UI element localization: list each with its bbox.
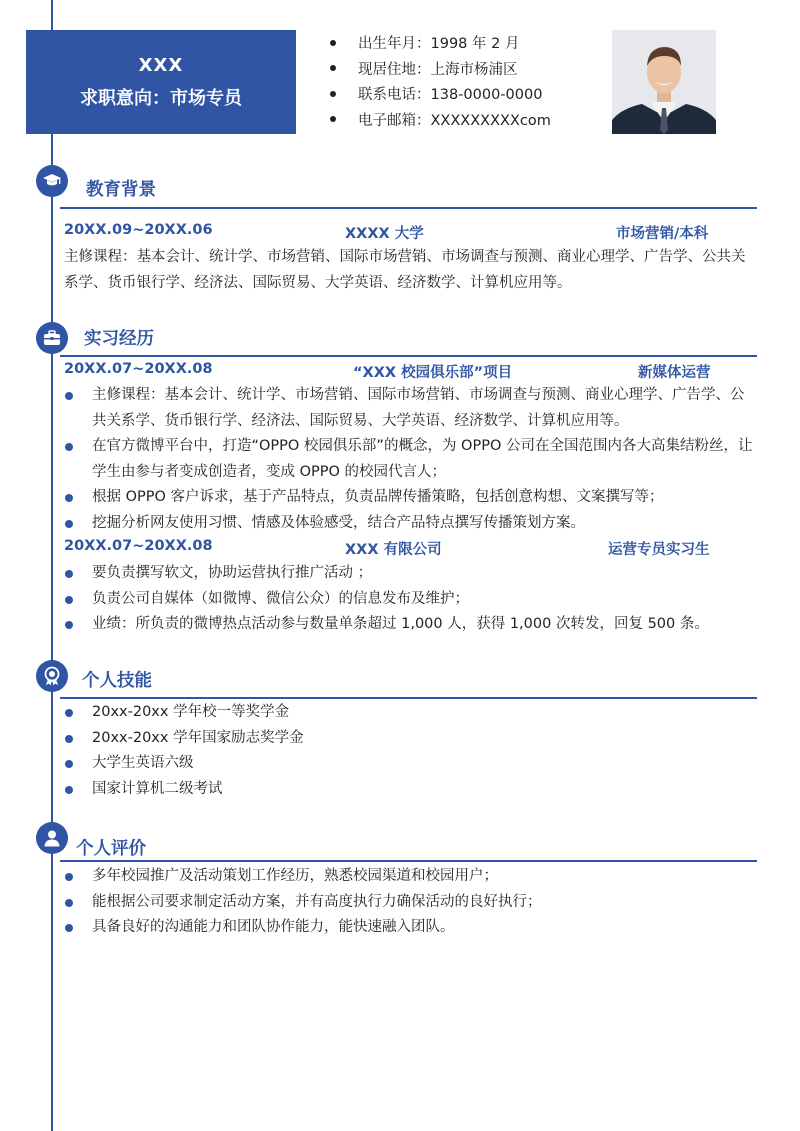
- education-courses: 主修课程：基本会计、统计学、市场营销、国际市场营销、市场调查与预测、商业心理学、广告学、公共关系学、货币银行学、经济法、国际贸易、大学英语、经济数学、计算机应用等。: [64, 249, 746, 291]
- internship-1-duties: [64, 383, 758, 536]
- bullet-dot: [65, 520, 73, 528]
- section-title-skills: 个人技能: [82, 671, 152, 691]
- section-title-internship: 实习经历: [84, 329, 154, 349]
- list-item: 具备良好的沟通能力和团队协作能力，能快速融入团队。: [64, 915, 758, 941]
- list-item: 业绩：所负责的微博热点活动参与数量单条超过 1,000 人，获得 1,000 次转发，回复 500 条。: [64, 612, 758, 638]
- education-major: 市场营销/本科: [616, 226, 709, 242]
- section-title-education: 教育背景: [86, 180, 156, 200]
- bullet-dot: [65, 621, 73, 629]
- bullet-dot: [65, 899, 73, 907]
- list-item: 要负责撰写软文，协助运营执行推广活动 ；: [64, 561, 758, 587]
- bullet-dot: [65, 873, 73, 881]
- bullet-dot: [330, 65, 336, 71]
- internship-2-role: 运营专员实习生: [608, 542, 710, 558]
- briefcase-icon: [36, 322, 68, 354]
- internship-1-org: “XXX 校园俱乐部”项目: [353, 365, 513, 381]
- bullet-dot: [330, 116, 336, 122]
- bullet-dot: [65, 735, 73, 743]
- internship-2-org: XXX 有限公司: [345, 542, 442, 558]
- bullet-dot: [65, 924, 73, 932]
- profile-photo: [612, 30, 716, 134]
- candidate-name: XXX: [138, 54, 184, 76]
- info-residence: 现居住地：上海市杨浦区: [330, 56, 551, 82]
- info-email: 电子邮箱：XXXXXXXXXcom: [330, 107, 551, 133]
- list-item: 大学生英语六级: [64, 751, 758, 777]
- internship-1-date: 20XX.07~20XX.08: [64, 361, 213, 377]
- personal-info: [330, 30, 551, 132]
- bullet-dot: [65, 443, 73, 451]
- bullet-dot: [330, 40, 336, 46]
- list-item: 挖掘分析网友使用习惯、情感及体验感受，结合产品特点撰写传播策划方案。: [64, 511, 758, 537]
- bullet-dot: [65, 760, 73, 768]
- info-birth: 出生年月：1998 年 2 月: [330, 30, 551, 56]
- list-item: 根据 OPPO 客户诉求，基于产品特点，负责品牌传播策略，包括创意构想、文案撰写等；: [64, 485, 758, 511]
- internship-entry-1-header: [64, 361, 754, 383]
- internship-2-date: 20XX.07~20XX.08: [64, 538, 213, 554]
- name-banner: [26, 30, 296, 134]
- bullet-dot: [65, 392, 73, 400]
- bullet-dot: [65, 494, 73, 502]
- bullet-dot: [65, 786, 73, 794]
- bullet-dot: [330, 91, 336, 97]
- internship-entry-2-header: [64, 538, 754, 560]
- section-divider: [60, 207, 757, 209]
- user-icon: [36, 822, 68, 854]
- list-item: 多年校园推广及活动策划工作经历，熟悉校园渠道和校园用户；: [64, 864, 758, 890]
- graduation-cap-icon: [36, 165, 68, 197]
- list-item: 20xx-20xx 学年校一等奖学金: [64, 700, 758, 726]
- section-divider: [60, 697, 757, 699]
- education-date: 20XX.09~20XX.06: [64, 222, 213, 238]
- internship-1-role: 新媒体运营: [638, 365, 711, 381]
- bullet-dot: [65, 709, 73, 717]
- skills-list: [64, 700, 758, 802]
- list-item: 在官方微博平台中，打造“OPPO 校园俱乐部”的概念，为 OPPO 公司在全国范围内各大高集结粉丝，让学生由参与者变成创造者，变成 OPPO 的校园代言人；: [64, 434, 758, 485]
- list-item: 能根据公司要求制定活动方案，并有高度执行力确保活动的良好执行；: [64, 890, 758, 916]
- bullet-dot: [65, 596, 73, 604]
- education-header: [64, 222, 754, 244]
- section-divider: [60, 860, 757, 862]
- education-school: XXXX 大学: [345, 226, 424, 242]
- section-title-evaluation: 个人评价: [76, 839, 146, 859]
- list-item: 负责公司自媒体（如微博、微信公众）的信息发布及维护；: [64, 587, 758, 613]
- evaluation-list: [64, 864, 758, 941]
- list-item: 主修课程：基本会计、统计学、市场营销、国际市场营销、市场调查与预测、商业心理学、广告学、公共关系学、货币银行学、经济法、国际贸易、大学英语、经济数学、计算机应用等。: [64, 383, 758, 434]
- section-divider: [60, 355, 757, 357]
- list-item: 20xx-20xx 学年国家励志奖学金: [64, 726, 758, 752]
- list-item: 国家计算机二级考试: [64, 777, 758, 803]
- bullet-dot: [65, 570, 73, 578]
- award-medal-icon: [36, 660, 68, 692]
- info-phone: 联系电话：138-0000-0000: [330, 81, 551, 107]
- internship-2-duties: [64, 561, 758, 638]
- job-intent: 求职意向：市场专员: [80, 87, 242, 109]
